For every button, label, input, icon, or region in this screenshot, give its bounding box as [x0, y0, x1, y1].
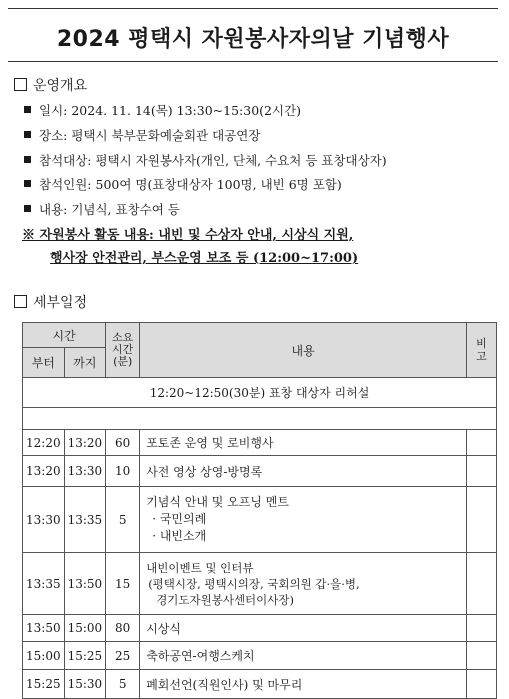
cell-to: 13:50 — [64, 553, 106, 615]
cell-to: 15:30 — [64, 670, 106, 699]
content-sub: 경기도자원봉사센터이사장) — [156, 592, 294, 607]
bullet-square-icon — [24, 156, 31, 163]
cell-duration: 60 — [106, 430, 140, 456]
cell-duration: 5 — [106, 670, 140, 699]
content-sub: · 국민의례 — [152, 512, 207, 526]
rehearsal-row — [23, 378, 497, 408]
cell-from: 15:25 — [23, 670, 65, 699]
cell-remark — [467, 430, 497, 456]
schedule-table — [22, 322, 497, 699]
section-overview-heading: 운영개요 — [14, 75, 87, 95]
header-content: 내용 — [140, 323, 467, 378]
bullet-square-icon — [24, 180, 31, 187]
overview-item: 참석인원: 500여 명(표창대상자 100명, 내빈 6명 포함) — [24, 175, 342, 193]
table-row — [23, 487, 497, 553]
cell-remark — [467, 487, 497, 553]
rehearsal-cell: 12:20~12:50(30분) 표창 대상자 리허설 — [23, 378, 497, 408]
cell-to: 13:30 — [64, 456, 106, 487]
cell-duration: 15 — [106, 553, 140, 615]
table-row — [23, 670, 497, 699]
cell-from: 12:20 — [23, 430, 65, 456]
table-row — [23, 430, 497, 456]
cell-duration: 80 — [106, 615, 140, 642]
section-schedule-heading: 세부일정 — [14, 292, 87, 312]
cell-remark — [467, 670, 497, 699]
table-row — [23, 642, 497, 670]
cell-to: 13:35 — [64, 487, 106, 553]
bullet-square-icon — [24, 106, 31, 113]
cell-content — [140, 487, 467, 553]
content-sub: (평택시장, 평택시의장, 국회의원 갑·을·병, — [148, 576, 360, 591]
cell-from: 13:20 — [23, 456, 65, 487]
cell-content: 시상식 — [140, 615, 467, 642]
cell-content — [140, 553, 467, 615]
cell-duration: 10 — [106, 456, 140, 487]
checkbox-square-icon — [14, 78, 27, 91]
bullet-square-icon — [24, 205, 31, 212]
spacer-row — [23, 408, 497, 430]
overview-item: 내용: 기념식, 표창수여 등 — [24, 200, 180, 218]
cell-from: 13:35 — [23, 553, 65, 615]
checkbox-square-icon — [14, 295, 27, 308]
cell-to: 13:20 — [64, 430, 106, 456]
cell-to: 15:00 — [64, 615, 106, 642]
cell-content: 포토존 운영 및 로비행사 — [140, 430, 467, 456]
bullet-square-icon — [24, 131, 31, 138]
cell-duration: 5 — [106, 487, 140, 553]
header-time: 시간 — [23, 323, 106, 348]
cell-from: 15:00 — [23, 642, 65, 670]
page-title: 2024 평택시 자원봉사자의날 기념행사 — [56, 27, 450, 52]
cell-from: 13:50 — [23, 615, 65, 642]
header-duration: 소요 시간 (분) — [106, 323, 140, 378]
title-box — [8, 8, 498, 62]
overview-item: 참석대상: 평택시 자원봉사자(개인, 단체, 수요처 등 표창대상자) — [24, 151, 387, 169]
cell-to: 15:25 — [64, 642, 106, 670]
overview-item: 일시: 2024. 11. 14(목) 13:30~15:30(2시간) — [24, 101, 301, 119]
content-main: 내빈이벤트 및 인터뷰 — [146, 560, 254, 575]
cell-duration: 25 — [106, 642, 140, 670]
table-row — [23, 456, 497, 487]
header-to: 까지 — [64, 348, 106, 378]
cell-content: 폐회선언(직원인사) 및 마무리 — [140, 670, 467, 699]
overview-item: 장소: 평택시 북부문화예술회관 대공연장 — [24, 126, 260, 144]
cell-remark — [467, 553, 497, 615]
content-main: 기념식 안내 및 오프닝 멘트 — [146, 495, 289, 509]
header-from: 부터 — [23, 348, 65, 378]
table-row — [23, 615, 497, 642]
table-row — [23, 553, 497, 615]
content-sub: · 내빈소개 — [152, 529, 207, 543]
cell-remark — [467, 642, 497, 670]
cell-remark — [467, 615, 497, 642]
cell-content: 사전 영상 상영-방명록 — [140, 456, 467, 487]
note-line-1: ※ 자원봉사 활동 내용: 내빈 및 수상자 안내, 시상식 지원, — [22, 228, 354, 243]
cell-remark — [467, 456, 497, 487]
header-remark: 비고 — [467, 323, 497, 378]
note-line-2: 행사장 안전관리, 부스운영 보조 등 (12:00~17:00) — [50, 251, 359, 266]
cell-from: 13:30 — [23, 487, 65, 553]
cell-content: 축하공연-여행스케치 — [140, 642, 467, 670]
